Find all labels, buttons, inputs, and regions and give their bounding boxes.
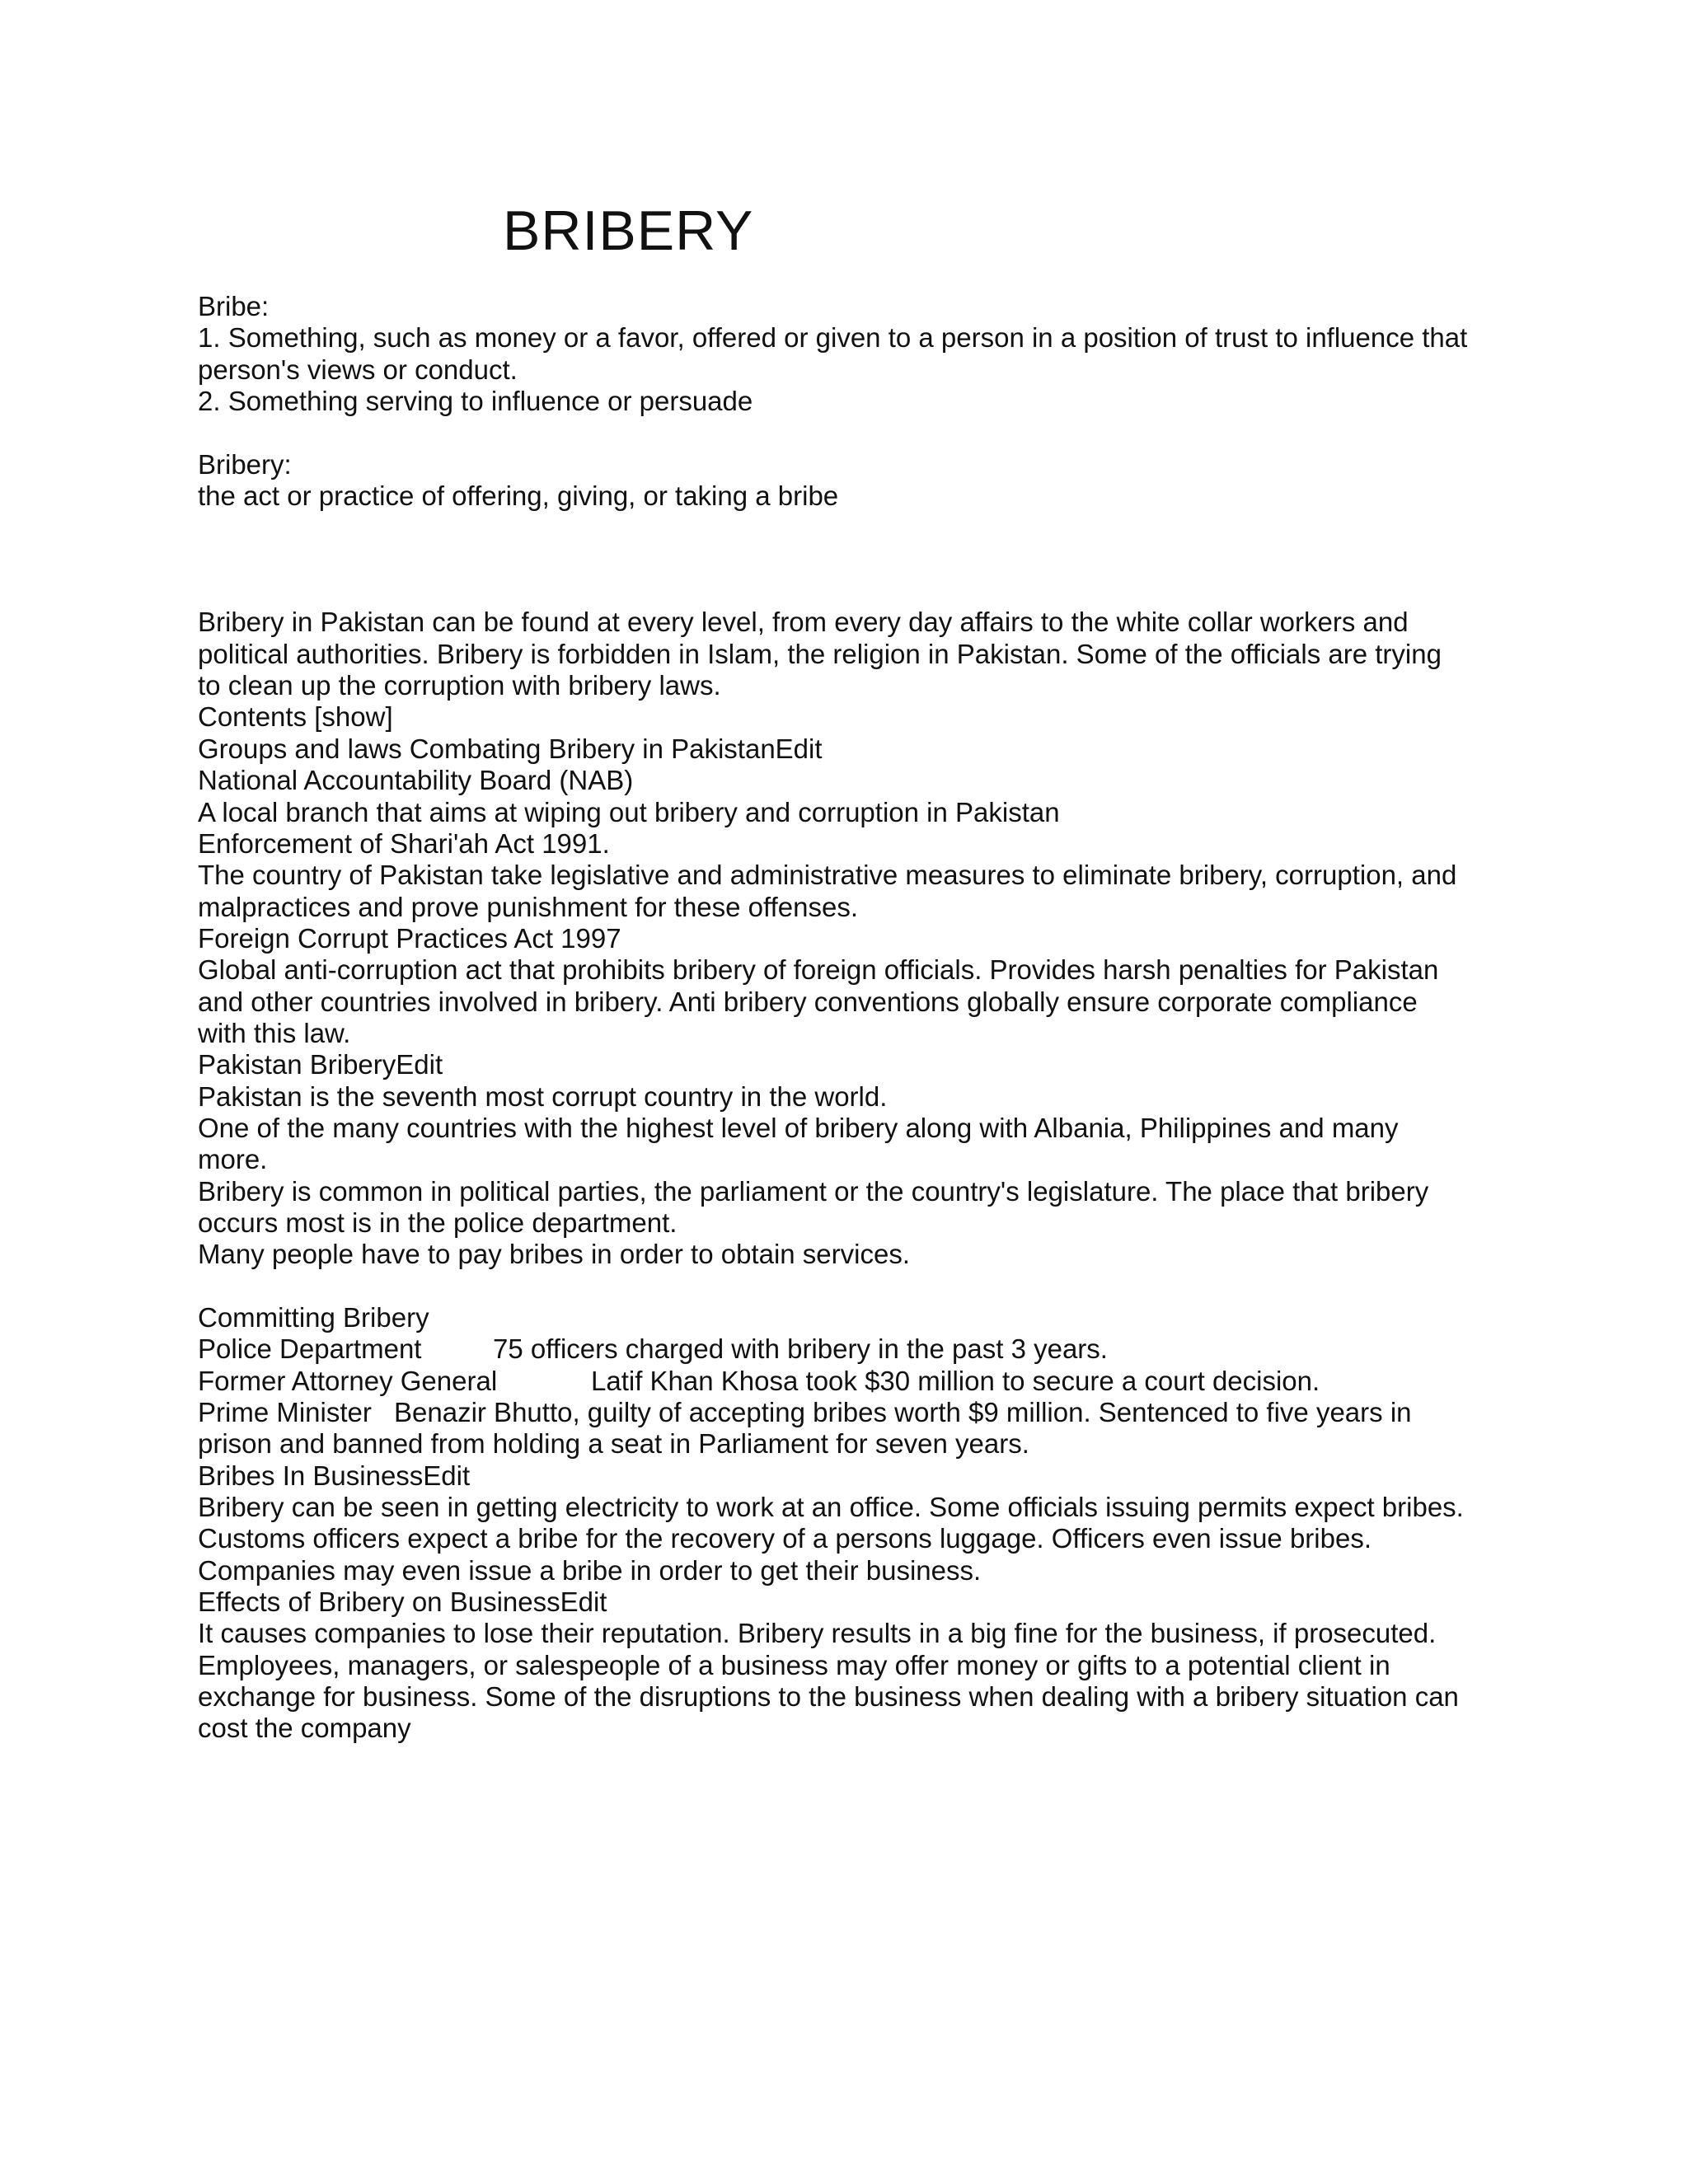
effects-line-2: Employees, managers, or salespeople of a business may offer money or gifts to a potential client in [198,1649,1390,1680]
committing-heading: Committing Bribery [198,1302,429,1333]
business-line-1: Bribery can be seen in getting electricity to work at an office. Some officials issuing permits expect bribes. [198,1492,1464,1523]
spacer [198,1271,1492,1302]
document-body [198,291,1492,1745]
intro-line-3: to clean up the corruption with bribery laws. [198,670,721,701]
pakistan-bribery-line-1: Pakistan is the seventh most corrupt country in the world. [198,1080,888,1112]
bribery-heading: Bribery: [198,448,292,480]
attorney-label: Former Attorney General [198,1365,498,1396]
spacer [198,575,1492,607]
police-text: 75 officers charged with bribery in the past 3 years. [493,1333,1108,1365]
pm-text: Benazir Bhutto, guilty of accepting bribes worth $9 million. Sentenced to five years in [394,1397,1412,1428]
shariah-title: Enforcement of Shari'ah Act 1991. [198,827,610,859]
pakistan-bribery-heading: Pakistan BriberyEdit [198,1049,443,1080]
bribe-definition-1-line-2: person's views or conduct. [198,354,518,385]
groups-heading: Groups and laws Combating Bribery in PakistanEdit [198,733,823,764]
intro-line-2: political authorities. Bribery is forbidden in Islam, the religion in Pakistan. Some of the officials are trying [198,638,1442,669]
page-title: BRIBERY [503,199,754,262]
police-row [198,1333,1492,1365]
pakistan-bribery-line-3: more. [198,1144,268,1175]
attorney-text: Latif Khan Khosa took $30 million to secure a court decision. [591,1365,1320,1396]
effects-line-3: exchange for business. Some of the disruptions to the business when dealing with a bribery situation can [198,1681,1459,1713]
spacer [198,544,1492,575]
bribery-definition: the act or practice of offering, giving, or taking a bribe [198,480,839,512]
contents-toggle[interactable]: Contents [show] [198,701,393,733]
nab-description: A local branch that aims at wiping out bribery and corruption in Pakistan [198,796,1060,827]
intro-line-1: Bribery in Pakistan can be found at every level, from every day affairs to the white collar workers and [198,607,1409,638]
shariah-line-2: malpractices and prove punishment for these offenses. [198,891,859,922]
pakistan-bribery-line-5: occurs most is in the police department. [198,1207,678,1238]
effects-line-1: It causes companies to lose their reputation. Bribery results in a big fine for the business, if prosecuted. [198,1618,1437,1649]
fcpa-line-1: Global anti-corruption act that prohibits bribery of foreign officials. Provides harsh penalties for Pakistan [198,954,1439,986]
shariah-line-1: The country of Pakistan take legislative and administrative measures to eliminate bribery, corruption, and [198,860,1457,891]
nab-title: National Accountability Board (NAB) [198,765,634,796]
pakistan-bribery-line-6: Many people have to pay bribes in order to obtain services. [198,1239,910,1270]
pm-text-continued: prison and banned from holding a seat in Parliament for seven years. [198,1428,1029,1460]
business-heading: Bribes In BusinessEdit [198,1460,471,1491]
pakistan-bribery-line-4: Bribery is common in political parties, the parliament or the country's legislature. The place that bribery [198,1175,1429,1207]
pakistan-bribery-line-2: One of the many countries with the highest level of bribery along with Albania, Philippines and many [198,1112,1399,1143]
spacer [198,417,1492,448]
pm-row [198,1397,1492,1428]
attorney-row [198,1366,1492,1397]
pm-label: Prime Minister [198,1397,372,1428]
fcpa-line-3: with this law. [198,1017,351,1048]
police-label: Police Department [198,1333,422,1365]
effects-line-4: cost the company [198,1713,411,1744]
fcpa-title: Foreign Corrupt Practices Act 1997 [198,922,621,954]
business-line-2: Customs officers expect a bribe for the recovery of a persons luggage. Officers even issue bribes. [198,1523,1372,1554]
fcpa-line-2: and other countries involved in bribery. Anti bribery conventions globally ensure corporate compliance [198,986,1418,1017]
bribe-heading: Bribe: [198,291,270,321]
effects-heading: Effects of Bribery on BusinessEdit [198,1586,607,1618]
spacer [198,512,1492,543]
bribe-definition-2: 2. Something serving to influence or persuade [198,386,753,417]
business-line-3: Companies may even issue a bribe in order to get their business. [198,1554,982,1586]
bribe-definition-1-line-1: 1. Something, such as money or a favor, offered or given to a person in a position of trust to influence that [198,322,1468,354]
